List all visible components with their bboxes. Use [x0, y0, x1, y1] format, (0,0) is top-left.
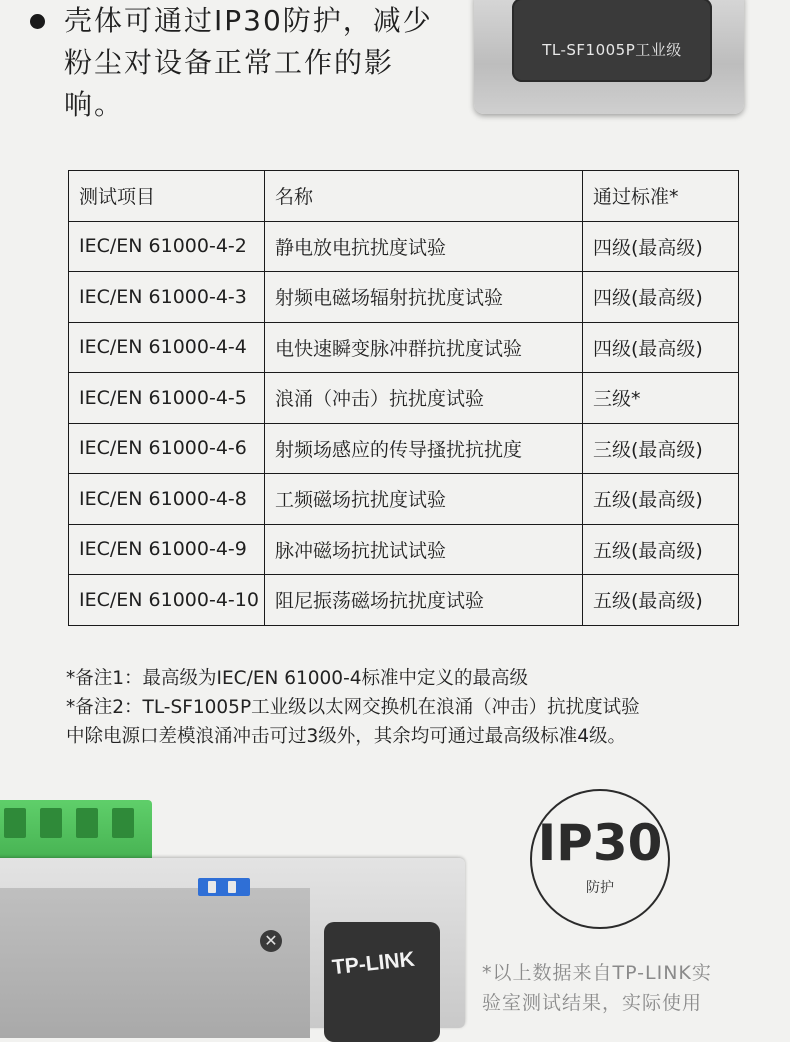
device-top-image [474, 0, 744, 114]
cell-standard: 五级(最高级) [583, 575, 739, 626]
table-header-row [69, 171, 739, 222]
cell-name: 脉冲磁场抗扰试试验 [265, 524, 583, 575]
table-row [69, 423, 739, 474]
disclaimer-line-2: 验室测试结果，实际使用 [482, 992, 703, 1014]
connector-pin [112, 808, 134, 838]
cell-test-item: IEC/EN 61000-4-10 [69, 575, 265, 626]
brand-plate [324, 922, 440, 1042]
test-standards-table [68, 170, 739, 626]
cell-standard: 三级(最高级) [583, 423, 739, 474]
badge-main-text: IP30 [537, 814, 663, 872]
cell-standard: 三级* [583, 373, 739, 424]
cell-test-item: IEC/EN 61000-4-6 [69, 423, 265, 474]
disclaimer-line-1: *以上数据来自TP-LINK实 [482, 962, 712, 984]
cell-test-item: IEC/EN 61000-4-5 [69, 373, 265, 424]
cell-standard: 四级(最高级) [583, 272, 739, 323]
header-pass-standard: 通过标准* [583, 171, 739, 222]
cell-name: 浪涌（冲击）抗扰度试验 [265, 373, 583, 424]
cell-standard: 四级(最高级) [583, 322, 739, 373]
notes-section [66, 664, 766, 751]
ip30-badge [530, 789, 670, 929]
switch-front-panel [0, 888, 310, 1038]
badge-sub-text: 防护 [586, 880, 614, 896]
cell-name: 射频电磁场辐射抗扰度试验 [265, 272, 583, 323]
table-row [69, 322, 739, 373]
cell-standard: 四级(最高级) [583, 221, 739, 272]
header-name: 名称 [265, 171, 583, 222]
cell-name: 工频磁场抗扰度试验 [265, 474, 583, 525]
screw-icon: ✕ [260, 930, 282, 952]
cell-test-item: IEC/EN 61000-4-3 [69, 272, 265, 323]
feature-text: 壳体可通过IP30防护，减少粉尘对设备正常工作的影响。 [64, 4, 433, 121]
cell-standard: 五级(最高级) [583, 524, 739, 575]
cell-standard: 五级(最高级) [583, 474, 739, 525]
device-top-plate [512, 0, 712, 82]
cell-name: 静电放电抗扰度试验 [265, 221, 583, 272]
note-2-line-2: 中除电源口差模浪涌冲击可过3级外，其余均可通过最高级标准4级。 [66, 726, 627, 747]
cell-test-item: IEC/EN 61000-4-4 [69, 322, 265, 373]
table-row [69, 474, 739, 525]
header-test-item: 测试项目 [69, 171, 265, 222]
table-row [69, 221, 739, 272]
cell-name: 电快速瞬变脉冲群抗扰度试验 [265, 322, 583, 373]
disclaimer-text [482, 958, 782, 1018]
cell-test-item: IEC/EN 61000-4-8 [69, 474, 265, 525]
cell-test-item: IEC/EN 61000-4-9 [69, 524, 265, 575]
switch-device-image [0, 858, 465, 1028]
note-2-line-1: *备注2：TL-SF1005P工业级以太网交换机在浪涌（冲击）抗扰度试验 [66, 697, 640, 718]
table-row [69, 575, 739, 626]
cell-test-item: IEC/EN 61000-4-2 [69, 221, 265, 272]
connector-pin [40, 808, 62, 838]
table-row [69, 524, 739, 575]
connector-pin [76, 808, 98, 838]
brand-logo: TP-LINK [330, 947, 416, 980]
cell-name: 阻尼振荡磁场抗扰度试验 [265, 575, 583, 626]
note-1: *备注1：最高级为IEC/EN 61000-4标准中定义的最高级 [66, 668, 529, 689]
cell-name: 射频场感应的传导搔扰抗扰度 [265, 423, 583, 474]
connector-pin [4, 808, 26, 838]
table-row [69, 272, 739, 323]
device-model-label: TL-SF1005P工业级 [542, 41, 682, 59]
dip-switch-icon [198, 878, 250, 896]
table-row [69, 373, 739, 424]
bullet-dot-icon [30, 14, 45, 29]
